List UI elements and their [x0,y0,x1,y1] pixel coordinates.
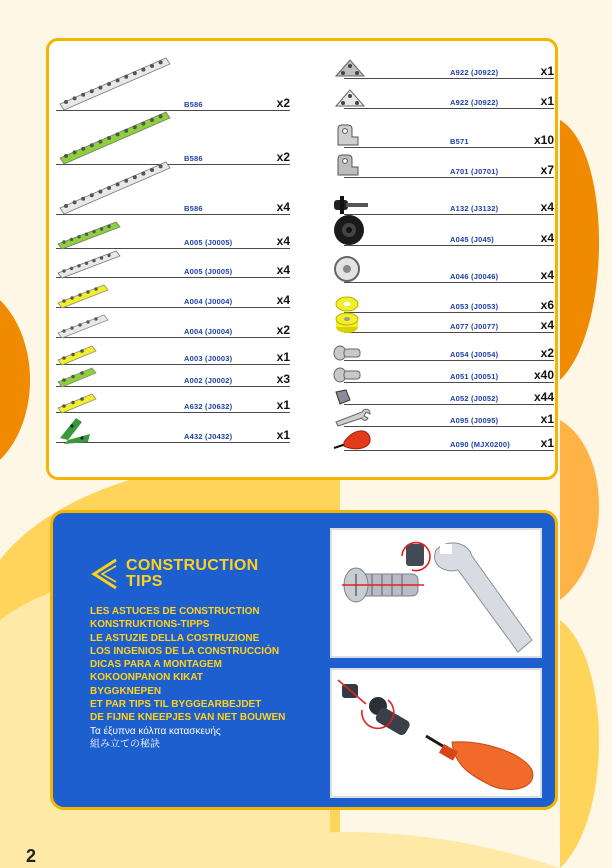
part-row [344,131,554,148]
part-code: A701 (J0701) [450,167,499,176]
part-row [344,344,554,361]
tips-translation: KONSTRUKTIONS-TIPPS [90,619,210,631]
part-image [54,154,174,221]
part-code: A632 (J0632) [184,402,233,411]
part-quantity: x1 [540,64,554,78]
tips-translation: LES ASTUCES DE CONSTRUCTION [90,606,260,617]
part-row [344,366,554,383]
part-quantity: x2 [276,150,290,164]
part-quantity: x2 [276,323,290,337]
part-image [332,86,368,115]
part-quantity: x2 [540,346,554,360]
tips-translation: LE ASTUZIE DELLA COSTRUZIONE [90,632,260,644]
part-row [344,161,554,178]
part-quantity: x2 [276,96,290,110]
part-code: A922 (J0922) [450,68,499,77]
part-quantity: x1 [540,436,554,450]
part-quantity: x4 [540,231,554,245]
part-image [332,254,362,289]
part-image [332,312,362,339]
part-code: A046 (J0046) [450,272,499,281]
part-code: A005 (J0005) [184,238,233,247]
bolt-screwdriver-illustration [332,670,540,796]
tips-translation: 組み立ての秘訣 [90,738,160,750]
part-row [344,296,554,313]
part-image [54,309,110,344]
part-code: A432 (J0432) [184,432,233,441]
part-row [344,266,554,283]
part-row [344,316,554,333]
part-code: B586 [184,154,203,163]
tips-translation: DICAS PARA A MONTAGEM [90,659,222,671]
part-quantity: x40 [533,368,554,382]
part-code: B586 [184,100,203,109]
part-code: A922 (J0922) [450,98,499,107]
part-code: B571 [450,137,469,146]
part-quantity: x4 [540,318,554,332]
bolt-wrench-illustration [332,530,540,656]
tips-translation: Τα έξυπνα κόλπα κατασκευής [90,725,221,737]
tip-photo-screwdriver [330,668,542,798]
part-image [332,344,362,367]
part-quantity: x3 [276,372,290,386]
part-image [332,153,362,184]
tips-title: CONSTRUCTION TIPS [126,557,259,590]
part-row [344,434,554,451]
tips-translation: BYGGKNEPEN [90,685,162,697]
tips-translation: ET PAR TIPS TIL BYGGEARBEJDET [90,699,262,711]
part-quantity: x4 [276,263,290,277]
part-code: B586 [184,204,203,213]
part-row [344,388,554,405]
tips-translation: LOS INGENIOS DE LA CONSTRUCCIÓN [90,645,280,657]
part-quantity: x4 [276,200,290,214]
part-code: A003 (J0003) [184,354,233,363]
page-number: 2 [26,846,37,866]
part-row [344,410,554,427]
part-image [332,123,362,154]
part-quantity: x7 [540,163,554,177]
part-code: A004 (J0004) [184,327,233,336]
part-quantity: x4 [540,268,554,282]
tips-translation: KOKOONPANON KIKAT [90,672,203,684]
part-quantity: x1 [540,94,554,108]
part-row [344,229,554,246]
part-quantity: x44 [533,390,554,404]
part-image [332,366,362,389]
part-image [54,414,94,449]
part-row [344,62,554,79]
part-row [344,198,554,215]
part-code: A045 (J045) [450,235,494,244]
part-quantity: x4 [276,234,290,248]
part-image [332,424,372,457]
part-code: A002 (J0002) [184,376,233,385]
part-quantity: x4 [540,200,554,214]
part-quantity: x1 [276,398,290,412]
tips-arrow-icon [88,556,122,592]
part-code: A051 (J0051) [450,372,499,381]
part-code: A004 (J0004) [184,297,233,306]
part-quantity: x10 [533,133,554,147]
part-code: A077 (J0077) [450,322,499,331]
tips-translations [90,605,320,751]
part-image [332,56,368,85]
part-code: A054 (J0054) [450,350,499,359]
part-quantity: x1 [540,412,554,426]
part-image [332,213,366,252]
tips-translation: DE FIJNE KNEEPJES VAN NET BOUWEN [90,712,286,724]
part-code: A095 (J0095) [450,416,499,425]
tip-photo-wrench [330,528,542,658]
part-quantity: x6 [540,298,554,312]
part-code: A053 (J0053) [450,302,499,311]
part-code: A132 (J3132) [450,204,499,213]
part-row [344,92,554,109]
part-code: A052 (J0052) [450,394,499,403]
part-code: A090 (MJX0200) [450,440,510,449]
part-code: A005 (J0005) [184,267,233,276]
part-quantity: x4 [276,293,290,307]
part-quantity: x1 [276,350,290,364]
part-quantity: x1 [276,428,290,442]
